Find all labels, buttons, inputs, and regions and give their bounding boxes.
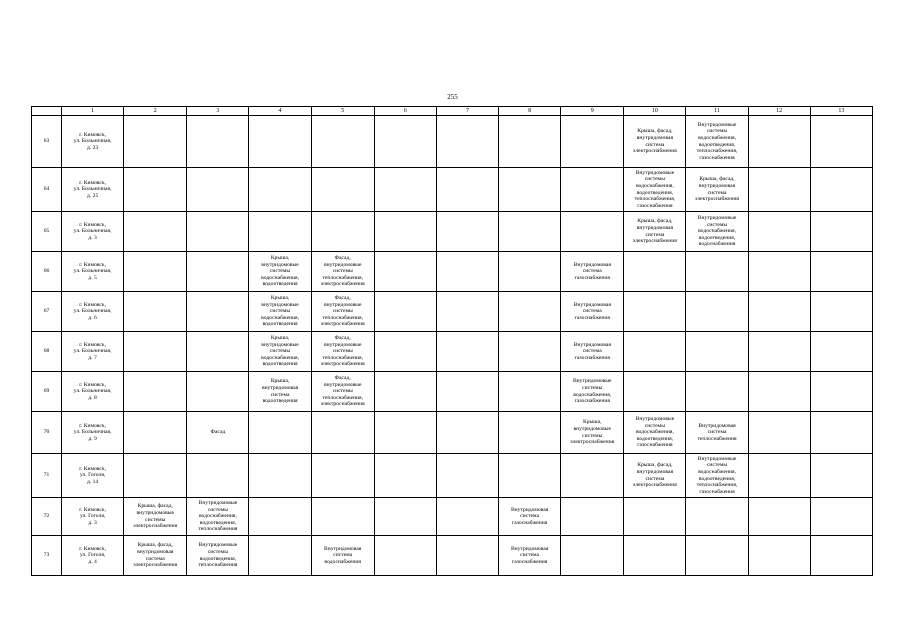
table-cell — [124, 168, 187, 212]
column-header: 8 — [499, 107, 561, 116]
table-cell: Внутридомовая система газоснабжения — [499, 498, 561, 536]
table-cell — [561, 116, 624, 168]
table-cell — [187, 372, 249, 412]
table-cell — [187, 116, 249, 168]
table-cell: Крыша, фасад, внутридомовая система электроснабжения — [124, 536, 187, 576]
table-cell: Внутридомовые системы водоснабжения, водоотведения, газоснабжения — [624, 412, 686, 454]
table-cell — [249, 412, 311, 454]
column-header: 5 — [311, 107, 374, 116]
table-cell — [311, 454, 374, 498]
row-number: 73 — [32, 536, 62, 576]
table-cell — [810, 332, 872, 372]
table-cell — [187, 454, 249, 498]
table-cell: Внутридомовая система газоснабжения — [561, 332, 624, 372]
table-row — [32, 168, 873, 212]
table-cell — [311, 498, 374, 536]
table-cell — [187, 168, 249, 212]
table-cell — [311, 212, 374, 252]
address-cell: г. Кимовск, ул. Гоголя, д. 14 — [62, 454, 124, 498]
row-number: 69 — [32, 372, 62, 412]
table-cell: Фасад — [187, 412, 249, 454]
column-header: 7 — [436, 107, 498, 116]
table-cell — [499, 412, 561, 454]
table-cell: Внутридомовая система водоснабжения — [311, 536, 374, 576]
table-cell — [311, 168, 374, 212]
table-cell — [374, 116, 436, 168]
table-cell: Фасад, внутридомовые системы теплоснабжения, электроснабжения — [311, 252, 374, 292]
table-cell — [187, 332, 249, 372]
table-cell: Внутридомовая система газоснабжения — [561, 292, 624, 332]
table-cell — [374, 498, 436, 536]
table-cell — [436, 454, 498, 498]
table-cell — [810, 536, 872, 576]
table-cell: Крыша, фасад, внутридомовая система электроснабжения — [686, 168, 748, 212]
table-cell — [748, 372, 810, 412]
table-cell — [561, 168, 624, 212]
table-cell — [810, 498, 872, 536]
row-number: 68 — [32, 332, 62, 372]
table-cell — [561, 454, 624, 498]
table-cell: Внутридомовые системы водоснабжения, водоотведения, водоснабжения — [686, 212, 748, 252]
table-cell — [436, 168, 498, 212]
table-cell — [499, 168, 561, 212]
table-cell — [624, 536, 686, 576]
table-cell — [249, 116, 311, 168]
table-cell: Внутридомовые системы водоотведения, теплоснабжения — [187, 536, 249, 576]
table-cell: Фасад, внутридомовые системы теплоснабжения, электроснабжения — [311, 372, 374, 412]
column-header: 13 — [810, 107, 872, 116]
table-cell: Крыша, внутридомовые системы водоснабжения, водоотведения — [249, 252, 311, 292]
table-cell — [748, 536, 810, 576]
address-cell: г. Кимовск, ул. Больничная, д. 3 — [62, 212, 124, 252]
row-number: 65 — [32, 212, 62, 252]
table-row — [32, 252, 873, 292]
table-cell — [748, 212, 810, 252]
table-cell — [374, 252, 436, 292]
table-cell — [624, 498, 686, 536]
table-cell — [810, 252, 872, 292]
table-cell: Внутридомовая система газоснабжения — [499, 536, 561, 576]
table-cell — [810, 412, 872, 454]
table-cell — [249, 212, 311, 252]
table-row — [32, 536, 873, 576]
table-cell — [748, 498, 810, 536]
table-cell — [249, 536, 311, 576]
row-number: 64 — [32, 168, 62, 212]
table-row — [32, 372, 873, 412]
table-cell — [499, 252, 561, 292]
table-cell — [374, 168, 436, 212]
table-row — [32, 498, 873, 536]
table-row — [32, 212, 873, 252]
table-cell — [374, 372, 436, 412]
table-cell — [624, 292, 686, 332]
table-cell — [436, 498, 498, 536]
row-number: 67 — [32, 292, 62, 332]
table-cell: Крыша, фасад, внутридомовые системы электроснабжения — [124, 498, 187, 536]
column-header: 11 — [686, 107, 748, 116]
table-cell — [686, 332, 748, 372]
table-cell — [499, 292, 561, 332]
table-cell: Фасад, внутридомовые системы теплоснабжения, электроснабжения — [311, 332, 374, 372]
table-cell — [810, 116, 872, 168]
table-cell: Крыша, фасад, внутридомовая система электроснабжения — [624, 116, 686, 168]
table-cell: Крыша, внутридомовые системы водоснабжения, водоотведения — [249, 332, 311, 372]
column-header: 3 — [187, 107, 249, 116]
table-cell — [436, 372, 498, 412]
table-cell — [311, 412, 374, 454]
column-header: 12 — [748, 107, 810, 116]
table-cell: Внутридомовые системы водоснабжения, газоснабжения — [561, 372, 624, 412]
address-cell: г. Кимовск, ул. Больничная, д. 9 — [62, 412, 124, 454]
table-cell — [499, 372, 561, 412]
table-cell — [499, 116, 561, 168]
table-cell — [187, 292, 249, 332]
table-cell — [124, 292, 187, 332]
table-cell — [436, 412, 498, 454]
table-cell — [249, 498, 311, 536]
schedule-table — [31, 106, 873, 576]
address-cell: г. Кимовск, ул. Гоголя, д. 4 — [62, 536, 124, 576]
table-cell: Внутридомовые системы водоснабжения, водоотведения, теплоснабжения, газоснабжения — [686, 454, 748, 498]
row-number: 66 — [32, 252, 62, 292]
table-cell — [561, 212, 624, 252]
address-cell: г. Кимовск, ул. Гоголя, д. 3 — [62, 498, 124, 536]
table-cell: Крыша, внутридомовые системы электроснабжения — [561, 412, 624, 454]
table-cell — [249, 454, 311, 498]
table-row — [32, 292, 873, 332]
page-number: 255 — [447, 93, 458, 101]
table-cell — [124, 212, 187, 252]
column-header: 9 — [561, 107, 624, 116]
table-row — [32, 116, 873, 168]
address-cell: г. Кимовск, ул. Больничная, д. 6 — [62, 292, 124, 332]
table-cell — [124, 332, 187, 372]
table-cell — [374, 536, 436, 576]
column-header: 1 — [62, 107, 124, 116]
table-cell — [810, 372, 872, 412]
table-cell: Крыша, внутридомовая система водоотведения — [249, 372, 311, 412]
table-row — [32, 454, 873, 498]
table-cell — [686, 536, 748, 576]
table-cell — [810, 168, 872, 212]
table-cell — [124, 252, 187, 292]
row-number: 70 — [32, 412, 62, 454]
table-cell: Внутридомовая система газоснабжения — [561, 252, 624, 292]
table-cell — [748, 116, 810, 168]
column-header: 4 — [249, 107, 311, 116]
table-cell: Фасад, внутридомовые системы теплоснабжения, электроснабжения — [311, 292, 374, 332]
table-cell — [374, 412, 436, 454]
address-cell: г. Кимовск, ул. Больничная, д. 25 — [62, 168, 124, 212]
row-number: 72 — [32, 498, 62, 536]
table-cell — [624, 332, 686, 372]
table-cell — [561, 536, 624, 576]
table-cell — [748, 252, 810, 292]
table-row — [32, 332, 873, 372]
table-cell — [249, 168, 311, 212]
column-header: 6 — [374, 107, 436, 116]
table-cell: Крыша, фасад, внутридомовая система электроснабжения — [624, 212, 686, 252]
table-cell — [374, 454, 436, 498]
table-cell — [748, 332, 810, 372]
table-cell — [436, 116, 498, 168]
table-cell — [624, 372, 686, 412]
table-cell — [124, 116, 187, 168]
address-cell: г. Кимовск, ул. Больничная, д. 7 — [62, 332, 124, 372]
column-header: 2 — [124, 107, 187, 116]
table-cell — [810, 292, 872, 332]
table-row — [32, 412, 873, 454]
table-cell: Внутридомовые системы водоснабжения, водоотведения, теплоснабжения — [187, 498, 249, 536]
table-cell — [810, 454, 872, 498]
address-cell: г. Кимовск, ул. Больничная, д. 8 — [62, 372, 124, 412]
table-cell — [124, 412, 187, 454]
table-cell — [748, 168, 810, 212]
column-header — [32, 107, 62, 116]
table-cell: Крыша, фасад, внутридомовая система электроснабжения — [624, 454, 686, 498]
table-cell: Внутридомовые системы водоснабжения, водоотведения, теплоснабжения, газоснабжения — [686, 116, 748, 168]
table-cell — [124, 372, 187, 412]
table-cell — [124, 454, 187, 498]
header-row — [32, 107, 873, 116]
table-cell — [311, 116, 374, 168]
row-number: 71 — [32, 454, 62, 498]
table-cell: Крыша, внутридомовые системы водоснабжения, водоотведения — [249, 292, 311, 332]
column-header: 10 — [624, 107, 686, 116]
table-cell — [686, 372, 748, 412]
address-cell: г. Кимовск, ул. Больничная, д. 5 — [62, 252, 124, 292]
table-cell — [374, 332, 436, 372]
table-cell — [187, 252, 249, 292]
table-cell — [810, 212, 872, 252]
row-number: 63 — [32, 116, 62, 168]
table-cell — [748, 412, 810, 454]
table-cell — [374, 212, 436, 252]
table-cell — [686, 498, 748, 536]
table-cell — [748, 292, 810, 332]
table-cell: Внутридомовые системы водоснабжения, водоотведения, теплоснабжения, газоснабжения — [624, 168, 686, 212]
table-cell — [436, 332, 498, 372]
table-cell — [436, 292, 498, 332]
table-cell — [499, 454, 561, 498]
table-cell — [436, 252, 498, 292]
table-cell — [561, 498, 624, 536]
table-cell — [436, 212, 498, 252]
table-cell — [436, 536, 498, 576]
table-cell — [374, 292, 436, 332]
table-cell — [499, 212, 561, 252]
table-cell — [686, 292, 748, 332]
address-cell: г. Кимовск, ул. Больничная, д. 23 — [62, 116, 124, 168]
table-cell: Внутридомовая система теплоснабжения — [686, 412, 748, 454]
table-cell — [187, 212, 249, 252]
table-cell — [748, 454, 810, 498]
table-cell — [499, 332, 561, 372]
table-cell — [686, 252, 748, 292]
table-cell — [624, 252, 686, 292]
